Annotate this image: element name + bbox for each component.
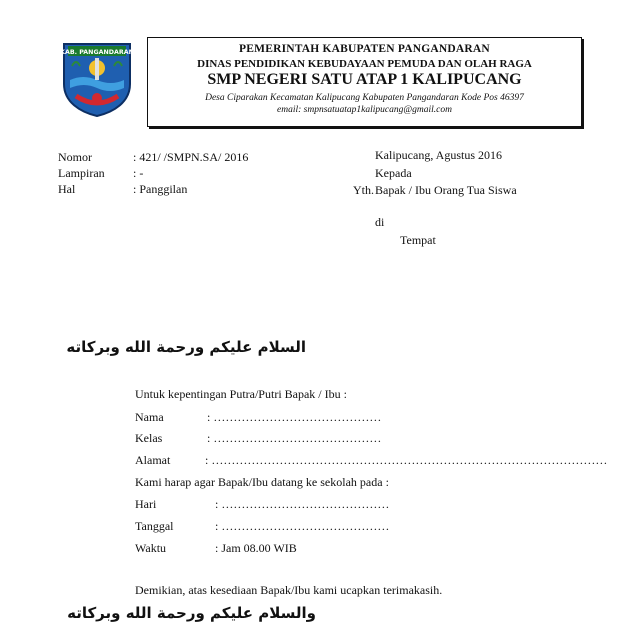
kelas-field: : …………………………………… <box>207 431 382 445</box>
tempat: Tempat <box>400 233 436 247</box>
intro-text: Untuk kepentingan Putra/Putri Bapak / Ibu : <box>135 387 347 401</box>
alamat-label: Alamat <box>135 453 171 467</box>
waktu-label: Waktu <box>135 541 167 555</box>
hal-value: : Panggilan <box>133 182 188 196</box>
recipient-name: Bapak / Ibu Orang Tua Siswa <box>375 183 517 197</box>
hal-label: Hal <box>58 182 76 196</box>
school-name: SMP NEGERI SATU ATAP 1 KALIPUCANG <box>207 71 522 88</box>
di: di <box>375 215 385 229</box>
letterhead-box <box>147 37 582 127</box>
hari-field: : …………………………………… <box>215 497 390 511</box>
salam-opening: السلام عليكم ورحمة الله وبركاته <box>66 338 306 356</box>
yth: Yth. <box>353 183 374 197</box>
closing-text: Demikian, atas kesediaan Bapak/Ibu kami ucapkan terimakasih. <box>135 583 443 597</box>
tanggal-field: : …………………………………… <box>215 519 390 533</box>
salam-closing: والسلام عليكم ورحمة الله وبركاته <box>67 604 316 622</box>
lampiran-value: : - <box>133 166 144 180</box>
government-name: PEMERINTAH KABUPATEN PANGANDARAN <box>239 43 490 55</box>
nomor-value: : 421/ /SMPN.SA/ 2016 <box>133 150 249 164</box>
kepada: Kepada <box>375 166 412 180</box>
nama-field: : …………………………………… <box>207 410 382 424</box>
nomor-label: Nomor <box>58 150 92 164</box>
school-address: Desa Ciparakan Kecamatan Kalipucang Kabupaten Pangandaran Kode Pos 46397 <box>205 93 524 103</box>
logo-caption: KAB. PANGANDARAN <box>60 49 134 56</box>
kelas-label: Kelas <box>135 431 163 445</box>
lampiran-label: Lampiran <box>58 166 105 180</box>
school-email: email: smpnsatuatap1kalipucang@gmail.com <box>277 105 452 115</box>
department-name: DINAS PENDIDIKAN KEBUDAYAAN PEMUDA DAN OLAH RAGA <box>197 58 532 70</box>
nama-label: Nama <box>135 410 164 424</box>
alamat-field: : ……………………………………………………………………………………… <box>205 453 608 467</box>
invite-text: Kami harap agar Bapak/Ibu datang ke sekolah pada : <box>135 475 389 489</box>
waktu-value: : Jam 08.00 WIB <box>215 541 297 555</box>
regency-logo <box>58 38 136 118</box>
tanggal-label: Tanggal <box>135 519 174 533</box>
place-date: Kalipucang, Agustus 2016 <box>375 148 502 162</box>
hari-label: Hari <box>135 497 157 511</box>
